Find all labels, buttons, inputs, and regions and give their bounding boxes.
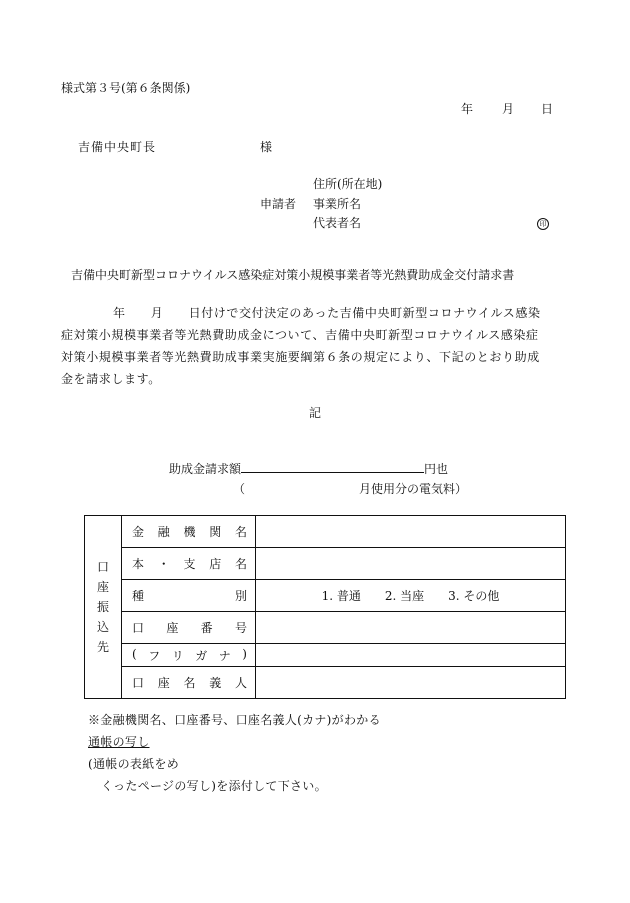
- amount-unit: 円也: [424, 462, 449, 476]
- passbook-copy-text: 通帳の写し: [88, 735, 150, 749]
- addressee-honorific: 様: [260, 140, 273, 154]
- attachment-note: ※金融機関名、口座番号、口座名義人(カナ)がわかる 通帳の写し (通帳の表紙をめ くったページの写し)を添付して下さい。: [88, 713, 381, 793]
- account-number-label: 口 座 番 号: [122, 612, 256, 644]
- period-note: 月使用分の電気料）: [359, 482, 468, 496]
- account-type-label: 種 別: [122, 580, 256, 612]
- form-id: 様式第３号(第６条関係): [61, 81, 191, 95]
- table-row: [85, 548, 566, 580]
- ki-heading: 記: [309, 406, 322, 420]
- branch-name-label: 本 ・ 支 店 名: [122, 548, 256, 580]
- body-paragraph: [61, 302, 581, 390]
- amount-blank: [241, 460, 424, 473]
- table-row: [85, 644, 566, 667]
- date-month: 月: [502, 102, 515, 116]
- document-title: 吉備中央町新型コロナウイルス感染症対策小規模事業者等光熱費助成金交付請求書: [71, 268, 515, 282]
- bank-name-label: 金 融 機 関 名: [122, 516, 256, 548]
- applicant-role: 申請者: [260, 197, 297, 211]
- body-line: 金を請求します。: [61, 372, 161, 386]
- furigana-label: ( フ リ ガ ナ ): [122, 644, 256, 667]
- bank-account-table: [84, 515, 566, 699]
- account-holder-label: 口 座 名 義 人: [122, 667, 256, 699]
- amount-label: 助成金請求額: [169, 462, 242, 476]
- bank-name-field[interactable]: [256, 516, 566, 548]
- body-line: 症対策小規模事業者等光熱費助成金について、吉備中央町新型コロナウイルス感染症: [61, 328, 539, 342]
- seal-mark: 印: [537, 215, 549, 230]
- branch-name-field[interactable]: [256, 548, 566, 580]
- account-number-field[interactable]: [256, 612, 566, 644]
- office-label: 事業所名: [313, 197, 362, 211]
- furigana-field[interactable]: [256, 644, 566, 667]
- table-row: [85, 612, 566, 644]
- address-label: 住所(所在地): [313, 177, 383, 191]
- transfer-destination-label: 口 座 振 込 先: [85, 516, 122, 699]
- body-line: 年 月 日付けで交付決定のあった吉備中央町新型コロナウイルス感染: [113, 306, 541, 320]
- amount-line: [169, 460, 448, 477]
- table-row: [85, 580, 566, 612]
- table-row: [85, 667, 566, 699]
- representative-label: 代表者名: [313, 216, 362, 230]
- date-year: 年: [461, 102, 474, 116]
- date-day: 日: [541, 102, 554, 116]
- account-type-options[interactable]: 1. 普通 2. 当座 3. その他: [256, 580, 566, 612]
- body-line: 対策小規模事業者等光熱費助成事業実施要綱第６条の規定により、下記のとおり助成: [61, 350, 540, 364]
- addressee-name: 吉備中央町長: [78, 140, 157, 154]
- account-holder-field[interactable]: [256, 667, 566, 699]
- table-row: [85, 516, 566, 548]
- paren-open: （: [233, 482, 246, 496]
